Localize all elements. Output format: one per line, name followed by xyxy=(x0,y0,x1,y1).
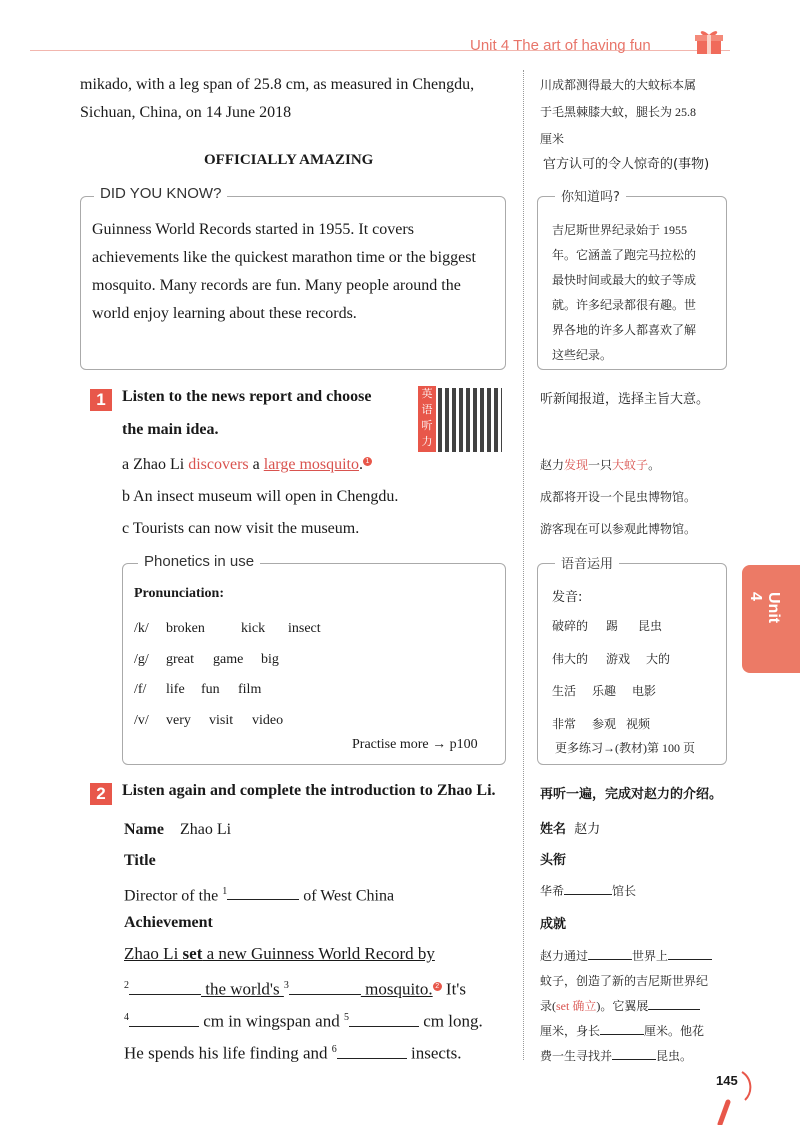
blank-number: 2 xyxy=(124,980,129,991)
section-heading: OFFICIALLY AMAZING xyxy=(204,152,374,168)
cn-line xyxy=(540,1019,712,1044)
phonetics-cn-row xyxy=(552,610,670,643)
option-a-text: . xyxy=(359,456,363,473)
achievement-label: Achievement xyxy=(124,914,213,931)
phonetic-word: video xyxy=(252,712,284,728)
dyk-cn-line: 这些纪录。 xyxy=(552,348,613,362)
task-1-title-line-1: Listen to the news report and choose xyxy=(122,388,372,405)
ach-text: Zhao Li xyxy=(124,944,183,963)
blank-1-input[interactable] xyxy=(227,883,299,900)
cn-text: 费一生寻找并 xyxy=(540,1049,613,1063)
name-row xyxy=(124,818,231,842)
task-1-cn-title: 听新闻报道，选择主旨大意。 xyxy=(540,392,710,407)
cn-text: 华希 xyxy=(540,884,565,898)
phonetics-row xyxy=(134,675,321,706)
dyk-line: world enjoy learning about these records. xyxy=(92,305,357,322)
practise-more-link[interactable]: Practise more → p100 xyxy=(352,737,478,752)
gift-icon xyxy=(692,28,726,56)
option-a-text: Zhao Li xyxy=(133,456,189,473)
ach-text: the world's xyxy=(201,979,284,999)
dyk-cn-line: 最快时间或最大的蚊子等成 xyxy=(552,273,697,287)
task-2-number: 2 xyxy=(90,783,112,805)
cn-text: 世界上 xyxy=(632,949,669,963)
intro-cn-1: 川成都测得最大的大蚊标本属 xyxy=(540,78,697,92)
phonetics-tag: Phonetics in use xyxy=(138,553,260,570)
phonetics-cn-row xyxy=(552,675,670,708)
cn-blank xyxy=(612,1047,656,1060)
achievement-line-2 xyxy=(124,974,466,1002)
phonetic-word: kick xyxy=(241,621,266,636)
option-c[interactable]: c Tourists can now visit the museum. xyxy=(122,520,360,537)
phonetics-row xyxy=(134,645,321,676)
cn-line xyxy=(540,944,712,969)
director-row xyxy=(124,880,394,908)
intro-line-2: Sichuan, China, on 14 June 2018 xyxy=(80,104,292,121)
did-you-know-cn-text xyxy=(552,218,696,368)
cn-text: 厘米，身长 xyxy=(540,1024,601,1038)
cn-blank xyxy=(564,882,612,895)
dyk-cn-line: 界各地的许多人都喜欢了解 xyxy=(552,323,697,337)
cn-word: 伟大的 xyxy=(552,651,589,666)
cn-word: 踢 xyxy=(606,619,619,633)
cn-text: 厘米。他花 xyxy=(644,1024,705,1038)
cn-text: 一只 xyxy=(588,458,613,472)
task-2-cn-title: 再听一遍，完成对赵力的介绍。 xyxy=(540,787,723,802)
blank-6-input[interactable] xyxy=(337,1042,407,1059)
phonetics-cn-row xyxy=(552,643,670,676)
intro-cn-2: 于毛黑棘膝大蚊，腿长为 25.8 xyxy=(540,105,697,119)
cn-word: 参观 xyxy=(592,716,617,731)
phonetic-word: film xyxy=(238,682,262,697)
cn-word: 破碎的 xyxy=(552,619,589,633)
task-1-title-line-2: the main idea. xyxy=(122,421,219,438)
cn-blank xyxy=(668,947,712,960)
option-c-cn: 游客现在可以参观此博物馆。 xyxy=(540,522,697,536)
option-a-cn xyxy=(540,456,660,473)
cn-highlight: 大蚊子 xyxy=(612,458,649,472)
cn-blank xyxy=(648,997,700,1010)
did-you-know-text xyxy=(92,216,496,328)
phonetics-row xyxy=(134,614,321,645)
cn-text: 录( xyxy=(540,999,556,1013)
option-a-letter: a xyxy=(122,456,130,473)
cn-line: 蚊子，创造了新的吉尼斯世界纪 xyxy=(540,974,709,988)
blank-5-input[interactable] xyxy=(349,1010,419,1027)
dyk-line: achievements like the quickest marathon time or the biggest xyxy=(92,249,476,266)
task-2-title: Listen again and complete the introduction to Zhao Li. xyxy=(122,782,496,799)
phonetic-word: fun xyxy=(201,682,220,697)
note-marker: 2 xyxy=(433,982,442,991)
name-value: Zhao Li xyxy=(179,821,232,838)
dyk-line: Guinness World Records started in 1955. It covers xyxy=(92,221,414,238)
phonetic-word: insect xyxy=(288,621,321,636)
title-label: Title xyxy=(124,852,156,869)
blank-number: 6 xyxy=(331,1044,337,1055)
unit-title: Unit 4 The art of having fun xyxy=(470,37,651,54)
phonetic-symbol: /g/ xyxy=(134,651,149,667)
phonetic-symbol: /k/ xyxy=(134,621,149,636)
cn-text: 。 xyxy=(648,458,661,472)
ach-text: He spends his life finding and xyxy=(124,1043,332,1063)
phonetics-rows xyxy=(134,614,321,736)
dyk-cn-line: 吉尼斯世界纪录始于 1955 xyxy=(552,223,688,237)
ach-keyword: set xyxy=(182,944,203,963)
phonetic-word: great xyxy=(166,651,194,667)
cn-text: 昆虫。 xyxy=(656,1049,693,1063)
cn-blank xyxy=(600,1022,644,1035)
blank-number: 3 xyxy=(283,980,289,991)
phonetic-word: life xyxy=(166,682,185,697)
cn-word: 游戏 xyxy=(606,651,631,666)
cn-highlight: 发现 xyxy=(564,458,589,472)
option-a-highlight: discovers xyxy=(188,456,249,473)
column-divider xyxy=(523,70,524,1060)
blank-number: 1 xyxy=(222,886,228,897)
unit-tab-label: Unit 4 xyxy=(747,592,782,624)
qr-code-icon[interactable] xyxy=(438,388,502,452)
cn-word: 电影 xyxy=(632,684,657,698)
blank-2-input[interactable] xyxy=(129,978,201,995)
note-marker: 1 xyxy=(363,457,372,466)
phonetic-word: very xyxy=(166,712,191,728)
option-b-cn: 成都将开设一个昆虫博物馆。 xyxy=(540,490,697,504)
pronunciation-cn-label: 发音: xyxy=(552,590,583,605)
listening-label: 英语听力 xyxy=(418,386,436,452)
cn-word: 生活 xyxy=(552,684,577,698)
title-cn-label: 头衔 xyxy=(540,853,567,868)
ach-text: insects. xyxy=(406,1043,462,1063)
achievement-line-4 xyxy=(124,1038,462,1066)
did-you-know-cn-tag: 你知道吗? xyxy=(555,186,626,205)
cn-text: 馆长 xyxy=(612,884,637,898)
phonetic-symbol: /v/ xyxy=(134,712,149,728)
phonetics-cn-tag: 语音运用 xyxy=(555,553,619,572)
page-corner-icon xyxy=(712,1070,752,1125)
cn-text: 赵力 xyxy=(540,458,565,472)
cn-text: 赵力通过 xyxy=(540,949,589,963)
phonetic-word: game xyxy=(213,651,244,667)
director-cn-row xyxy=(540,882,636,899)
ach-text: mosquito. xyxy=(360,979,433,999)
name-cn-value: 赵力 xyxy=(574,822,601,837)
blank-4-input[interactable] xyxy=(129,1010,199,1027)
intro-line-1: mikado, with a leg span of 25.8 cm, as measured in Chengdu, xyxy=(80,76,475,93)
section-heading-cn: 官方认可的令人惊奇的(事物) xyxy=(543,157,710,172)
practise-more-cn: 更多练习→(教材)第 100 页 xyxy=(555,741,695,755)
ach-text: cm long. xyxy=(418,1011,483,1031)
page-number: 145 xyxy=(716,1073,738,1088)
ach-text: cm in wingspan and xyxy=(199,1011,344,1031)
achievement-line-1 xyxy=(124,942,435,966)
cn-blank xyxy=(588,947,632,960)
phonetic-word: visit xyxy=(209,712,234,728)
option-b[interactable]: b An insect museum will open in Chengdu. xyxy=(122,488,399,505)
phonetic-symbol: /f/ xyxy=(134,682,147,697)
achievement-cn-label: 成就 xyxy=(540,917,567,932)
dyk-cn-line: 年。它涵盖了跑完马拉松的 xyxy=(552,248,697,262)
option-a[interactable] xyxy=(122,453,372,477)
ach-text: a new Guinness World Record by xyxy=(202,944,435,963)
name-cn-row xyxy=(540,818,600,837)
cn-word: 昆虫 xyxy=(638,619,663,633)
pronunciation-label: Pronunciation: xyxy=(134,586,224,601)
blank-number: 5 xyxy=(343,1012,349,1023)
phonetics-cn-row xyxy=(552,708,670,741)
cn-line xyxy=(540,994,712,1019)
blank-3-input[interactable] xyxy=(289,978,361,995)
blank-number: 4 xyxy=(124,1012,129,1023)
option-a-text: a xyxy=(248,456,264,473)
name-label: Name xyxy=(124,821,164,838)
phonetics-row xyxy=(134,706,321,737)
phonetics-cn-rows xyxy=(552,610,670,740)
cn-word: 非常 xyxy=(552,716,577,731)
dyk-line: mosquito. Many records are fun. Many people around the xyxy=(92,277,461,294)
cn-word: 大的 xyxy=(646,651,671,666)
dyk-cn-line: 就。许多纪录都很有趣。世 xyxy=(552,298,697,312)
cn-word: 乐趣 xyxy=(592,684,617,698)
achievement-line-3 xyxy=(124,1006,483,1034)
cn-highlight: set 确立 xyxy=(556,999,597,1013)
name-cn-label: 姓名 xyxy=(540,822,567,837)
director-text: Director of the xyxy=(124,887,223,905)
task-1-number: 1 xyxy=(90,389,112,411)
intro-cn-3: 厘米 xyxy=(540,132,565,146)
director-text: of West China xyxy=(299,887,395,905)
option-a-highlight: large mosquito xyxy=(263,456,359,473)
cn-word: 视频 xyxy=(626,716,651,731)
cn-line xyxy=(540,1044,712,1069)
phonetic-word: big xyxy=(261,651,279,667)
achievement-cn-text xyxy=(540,944,712,1069)
cn-text: )。它翼展 xyxy=(596,999,649,1013)
phonetic-word: broken xyxy=(166,621,205,636)
ach-text: It's xyxy=(441,979,466,999)
did-you-know-tag: DID YOU KNOW? xyxy=(94,185,227,202)
